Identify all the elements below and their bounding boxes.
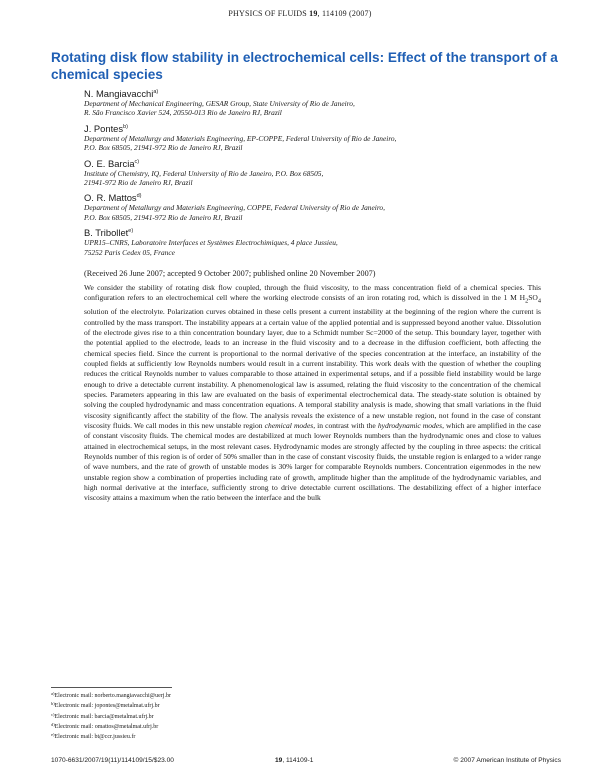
author-block xyxy=(84,226,564,257)
journal-volume: 19 xyxy=(309,9,318,18)
footnotes xyxy=(51,690,351,741)
affiliation-line: Department of Metallurgy and Materials Engineering, EP-COPPE, Federal University of Rio de Janeiro, xyxy=(84,133,397,143)
footnote-mark[interactable]: d) xyxy=(136,193,142,200)
footnote: $^{b)}$Electronic mail: jopontes@metalmat.ufrj.br xyxy=(51,701,160,710)
paper-title: Rotating disk flow stability in electrochemical cells: Effect of the transport of a chemical species xyxy=(51,50,558,82)
author-name: O. R. Mattos xyxy=(84,192,137,204)
affiliation-line: 75252 Paris Cedex 05, France xyxy=(84,247,175,257)
footnote-mark[interactable]: b) xyxy=(123,123,128,130)
footnote-mark[interactable]: a) xyxy=(153,89,159,95)
affiliation-line: Institute of Chemistry, IQ, Federal University of Rio de Janeiro, P.O. Box 68505, xyxy=(84,168,324,178)
author-name: N. Mangiavacchi xyxy=(84,88,154,99)
footnote-email[interactable]: Electronic mail: omattos@metalmat.ufrj.br xyxy=(54,723,159,730)
author-name: B. Tribollet xyxy=(84,227,129,239)
footnote-email[interactable]: Electronic mail: norberto.mangiavacchi@uerj.br xyxy=(54,693,171,699)
journal-article: 114109 (2007) xyxy=(321,9,372,18)
affiliation-line: Department of Mechanical Engineering, GESAR Group, State University of Rio de Janeiro, xyxy=(84,99,355,108)
abstract: We consider the stability of rotating disk flow coupled, through the fluid viscosity, to the mass concentration field of a chemical species. This configuration refers to an electrochemical cell where the working electrode consists of an iron rotating rod, which is dissolved in the 1 M $H_2SO_4$ solution of the electrolyte. Polarization curves obtained in these cells present a current instability at the beginning of the region where the current is controlled by the mass transport. The instability appears at a certain value of the applied potential and is suppressed beyond another value. Dissolution of the electrode gives rise to a thin concentration boundary layer, due to a Schmidt number Sc=2000 of the setup. This boundary layer, together with the potential applied to the electrode, leads to an increase in the fluid viscosity and to a decrease in the diffusion coefficient, both affecting the chemical species field. Since the current is proportional to the normal derivative of the species concentration at the interface, an instability of the coupled fields at sufficiently low Reynolds numbers would result in a current instability. This work deals with the question of whether the coupling reduces the critical Reynolds number to values comparable to those attained in experimental setups, and if a possible field instability would be large enough to drive a detectable current instability. A phenomenological law is assumed, relating the fluid viscosity to the concentration of the chemical species. Parameters appearing in this law are evaluated on the basis of experimental electrochemical data. The steady-state solution is obtained by solving the coupled hydrodynamic and mass concentration equations. A temporal stability analysis is made, showing that small variations in the fluid viscosity significantly affect the stability of the flow. The analysis reveals the existence of a new unstable region, not found in the case of constant viscosity fluids. We call modes in this new unstable region chemical modes, in contrast with the hydrodynamic modes, which are amplified in the case of constant viscosity fluids. The chemical modes are destabilized at much lower Reynolds numbers than the hydrodynamic ones and close to values attained in electrochemical setups, in the most relevant cases. Hydrodynamic modes are strongly affected by the coupling in three aspects: the critical Reynolds number of this region is of order of 50% smaller than in the case of constant viscosity fluids, the unstable region is enlarged to a wider range of wave numbers, and the rate of growth of unstable modes is 30% larger for comparable Reynolds numbers. Concentration eigenmodes in the new unstable region show a combination of properties including rate of growth, amplitude higher than the amplitude of the hydrodynamic variables, and high normal derivative at the interface, sufficiently strong to drive detectable current oscillations. The destabilizing effect of a higher interface viscosity attains a maximum when the ratio between the interface and the bulk xyxy=(84,283,541,503)
footer-doi-code: 1070-6631/2007/19(11)/114109/15/$23.00 xyxy=(51,757,174,764)
author-name: O. E. Barcia xyxy=(84,157,135,169)
affiliation-line: P.O. Box 68505, 21941-972 Rio de Janeiro RJ, Brazil xyxy=(84,143,243,153)
emphasis-hydrodynamic-modes: hydrodynamic modes xyxy=(377,420,443,430)
affiliation-line: R. São Francisco Xavier 524, 20550-013 Rio de Janeiro RJ, Brazil xyxy=(84,108,282,118)
received-dates: (Received 26 June 2007; accepted 9 October 2007; published online 20 November 2007) xyxy=(84,269,376,278)
emphasis-chemical-modes: chemical modes xyxy=(264,420,314,430)
footnote-mark[interactable]: e) xyxy=(128,228,134,235)
footnote: $^{d)}$Electronic mail: omattos@metalmat.ufrj.br xyxy=(51,721,159,730)
author-block xyxy=(84,87,564,118)
footnote-divider xyxy=(51,687,172,688)
footnote-email[interactable]: Electronic mail: barcia@metalmat.ufrj.br xyxy=(54,713,154,720)
footnote: $^{c)}$Electronic mail: barcia@metalmat.ufrj.br xyxy=(51,711,154,720)
author-block xyxy=(84,191,564,222)
journal-name: PHYSICS OF FLUIDS xyxy=(228,9,307,18)
footnote-mark[interactable]: c) xyxy=(134,158,140,165)
footnote-email[interactable]: Electronic mail: jopontes@metalmat.ufrj.br xyxy=(54,703,160,710)
author-block xyxy=(84,122,564,153)
affiliation-line: Department of Metallurgy and Materials Engineering, COPPE, Federal University of Rio de Janeiro, xyxy=(84,203,385,213)
page-footer xyxy=(51,757,561,767)
footnote-email[interactable]: Electronic mail: bt@ccr.jussieu.fr xyxy=(54,734,136,741)
author-name: J. Pontes xyxy=(84,122,124,134)
footnote: $^{e)}$Electronic mail: bt@ccr.jussieu.fr xyxy=(51,732,136,741)
affiliation-line: P.O. Box 68505, 21941-972 Rio de Janeiro RJ, Brazil xyxy=(84,212,243,222)
author-list xyxy=(84,87,564,261)
footer-page-number: 19, 114109-1 xyxy=(275,757,314,764)
journal-header: PHYSICS OF FLUIDS 19, 114109 (2007) xyxy=(228,9,372,18)
author-block xyxy=(84,157,564,188)
affiliation-line: UPR15–CNRS, Laboratoire Interfaces et Systèmes Electrochimiques, 4 place Jussieu, xyxy=(84,238,338,248)
affiliation-line: 21941-972 Rio de Janeiro RJ, Brazil xyxy=(84,178,193,188)
footer-copyright: © 2007 American Institute of Physics xyxy=(453,757,561,764)
footnote: $^{a)}$Electronic mail: norberto.mangiavacchi@uerj.br xyxy=(51,691,171,699)
